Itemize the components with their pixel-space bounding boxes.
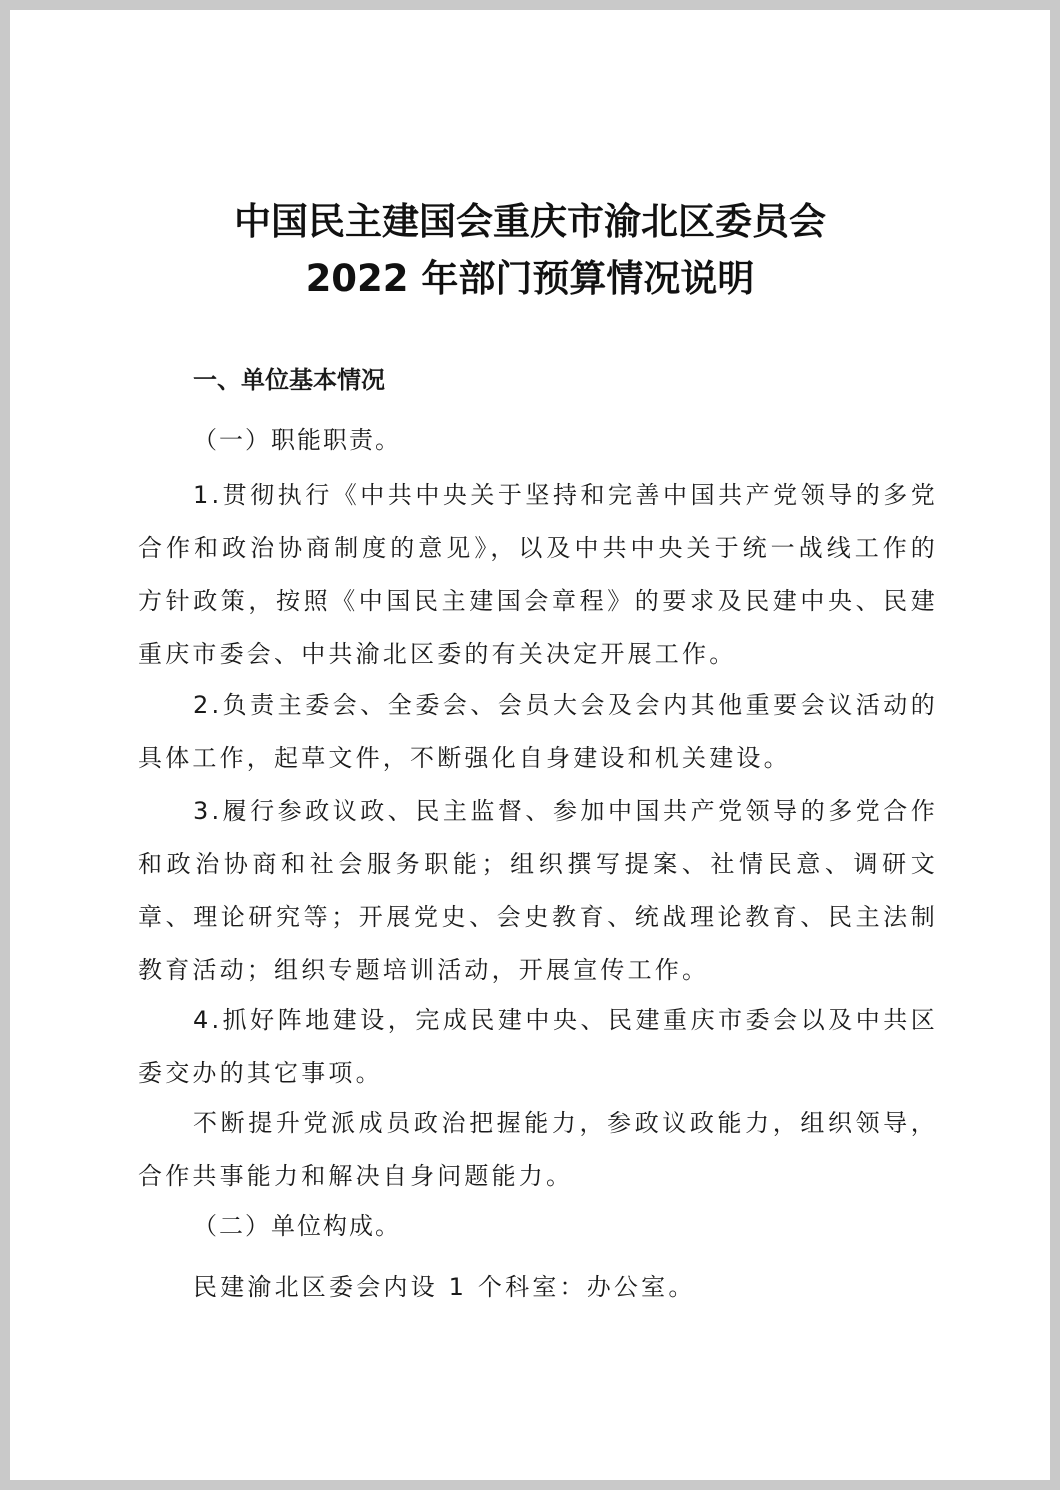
- section-heading-basic-info: 一、单位基本情况: [193, 366, 385, 394]
- paragraph-duty-4: 4.抓好阵地建设，完成民建中央、民建重庆市委会以及中共区委交办的其它事项。: [138, 1006, 938, 1087]
- paragraph-duty-2: 2.负责主委会、全委会、会员大会及会内其他重要会议活动的具体工作，起草文件，不断强化自身建设和机关建设。: [138, 691, 938, 772]
- paragraph-duty-1: 1.贯彻执行《中共中央关于坚持和完善中国共产党领导的多党合作和政治协商制度的意见》，以及中共中央关于统一战线工作的方针政策，按照《中国民主建国会章程》的要求及民建中央、民建重庆市委会、中共渝北区委的有关决定开展工作。: [138, 481, 938, 668]
- document-page: [10, 10, 1050, 1480]
- paragraph-composition: 民建渝北区委会内设 1 个科室：办公室。: [193, 1273, 696, 1301]
- paragraph-duty-3: 3.履行参政议政、民主监督、参加中国共产党领导的多党合作和政治协商和社会服务职能；组织撰写提案、社情民意、调研文章、理论研究等；开展党史、会史教育、统战理论教育、民主法制教育活动；组织专题培训活动，开展宣传工作。: [138, 797, 938, 984]
- subsection-heading-duties: （一）职能职责。: [193, 426, 401, 454]
- paragraph-capability: 不断提升党派成员政治把握能力，参政议政能力，组织领导，合作共事能力和解决自身问题能力。: [138, 1109, 938, 1190]
- subsection-heading-composition: （二）单位构成。: [193, 1212, 401, 1240]
- document-title-line-2: 2022 年部门预算情况说明: [305, 257, 755, 300]
- document-title-line-1: 中国民主建国会重庆市渝北区委员会: [234, 200, 826, 243]
